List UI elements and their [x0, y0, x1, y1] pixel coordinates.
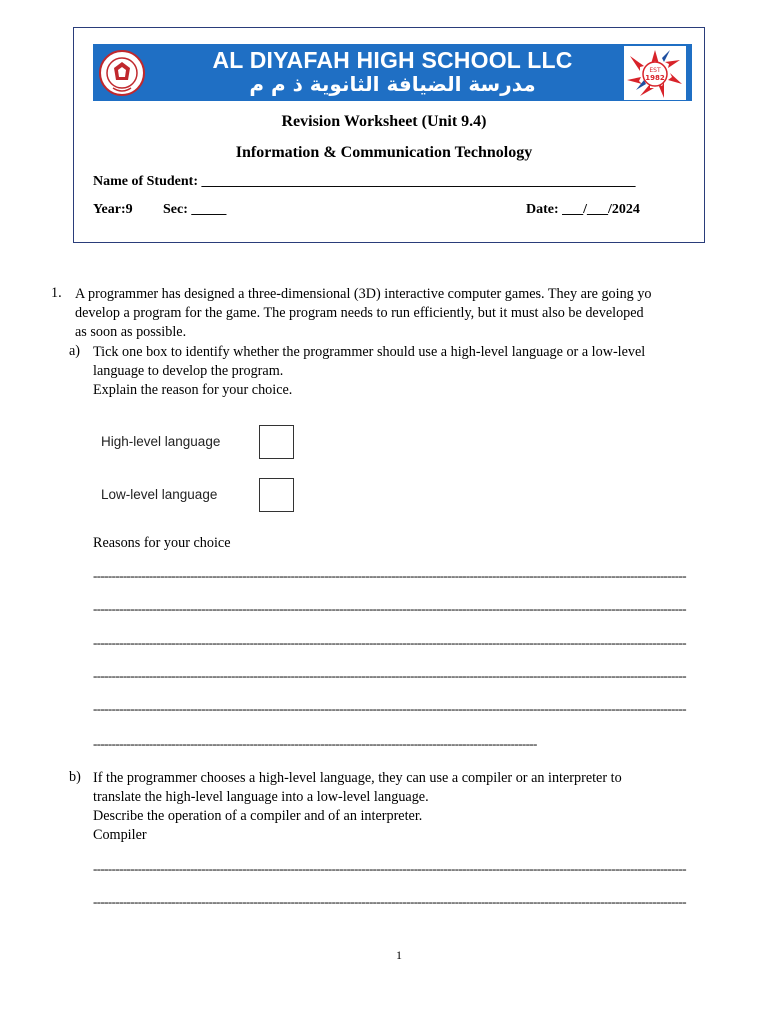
- answer-line: ---------------------------------------------------------------------------------------------------------------------------------------------------------------: [93, 861, 686, 876]
- question-text-line: develop a program for the game. The program needs to run efficiently, but it must also be developed: [75, 305, 644, 321]
- school-name-english: AL DIYAFAH HIGH SCHOOL LLC: [212, 47, 573, 73]
- section-field: Sec: _____: [163, 202, 227, 217]
- school-name-arabic: مدرسة الضيافة الثانوية ذ م م: [249, 72, 536, 96]
- question-number: 1.: [51, 285, 62, 301]
- est-text: EST: [649, 67, 661, 74]
- school-banner: [93, 44, 692, 101]
- subject-title: Information & Communication Technology: [235, 144, 533, 161]
- date-field: Date: ___/___/2024: [526, 202, 640, 217]
- option-low-level-label: Low-level language: [101, 487, 218, 502]
- part-a-text-line: Explain the reason for your choice.: [93, 382, 293, 398]
- question-text-line: as soon as possible.: [75, 324, 187, 340]
- answer-line: ---------------------------------------------------------------------------------------------------------------------------------------------------------------: [93, 568, 686, 583]
- part-b-text-line: If the programmer chooses a high-level language, they can use a compiler or an interpreter to: [93, 770, 622, 786]
- est-1982-logo: [624, 46, 686, 100]
- question-text-line: A programmer has designed a three-dimensional (3D) interactive computer games. They are going yo: [75, 286, 652, 302]
- answer-line: ---------------------------------------------------------------------------------------------------------------------------------------------------------------: [93, 635, 686, 650]
- part-b-text-line: translate the high-level language into a low-level language.: [93, 789, 429, 805]
- part-a-text-line: Tick one box to identify whether the programmer should use a high-level language or a low-level: [93, 344, 646, 360]
- compiler-label: Compiler: [93, 827, 147, 843]
- option-high-level-label: High-level language: [101, 434, 221, 449]
- answer-line: ---------------------------------------------------------------------------------------------------------------------------------------------------------------: [93, 701, 686, 716]
- page-number: 1: [396, 948, 402, 962]
- answer-line: ---------------------------------------------------------------------------------------------------------------------------------------------------------------: [93, 894, 686, 909]
- part-a-text-line: language to develop the program.: [93, 363, 284, 379]
- answer-line: -----------------------------------------------------------------------------------------------------------------------: [93, 736, 537, 751]
- year-founded-text: 1982: [645, 74, 665, 82]
- answer-line: ---------------------------------------------------------------------------------------------------------------------------------------------------------------: [93, 668, 686, 683]
- student-name-field: Name of Student: ______________________________________________________________: [93, 174, 636, 189]
- worksheet-title: Revision Worksheet (Unit 9.4): [281, 113, 487, 130]
- part-b-text-line: Describe the operation of a compiler and of an interpreter.: [93, 808, 423, 824]
- answer-line: ---------------------------------------------------------------------------------------------------------------------------------------------------------------: [93, 601, 686, 616]
- reasons-label: Reasons for your choice: [93, 535, 231, 551]
- high-level-tick-box[interactable]: [259, 425, 294, 459]
- part-a-label: a): [69, 343, 81, 359]
- low-level-tick-box[interactable]: [259, 478, 294, 512]
- part-b-label: b): [69, 769, 81, 785]
- year-field: Year:9: [93, 202, 133, 217]
